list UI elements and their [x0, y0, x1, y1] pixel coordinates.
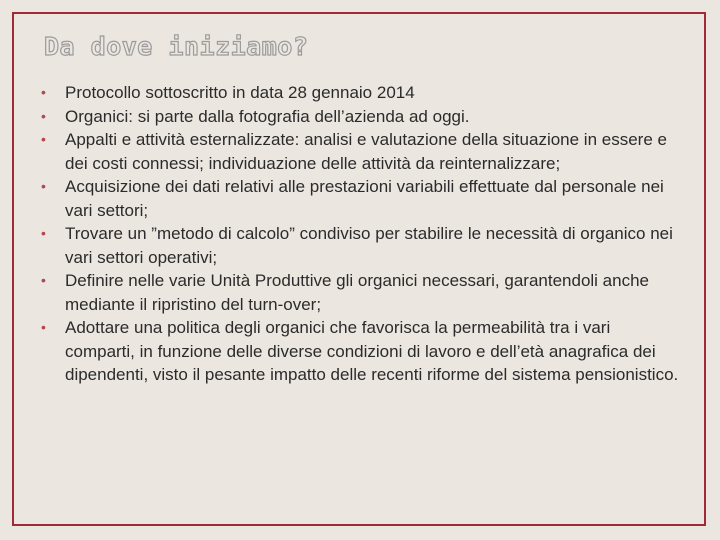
list-item: [41, 105, 681, 129]
list-item-text: Acquisizione dei dati relativi alle prestazioni variabili effettuate dal personale nei vari settori;: [65, 177, 664, 220]
slide-title: Da dove iniziamo?: [44, 32, 309, 61]
list-item-text: Adottare una politica degli organici che favorisca la permeabilità tra i vari comparti, in funzione delle diverse condizioni di lavoro e dell’età anagrafica dei dipendenti, visto il pesante impatto delle recenti riforme del sistema pensionistico.: [65, 318, 679, 384]
list-item-text: Trovare un ”metodo di calcolo” condiviso per stabilire le necessità di organico nei vari settori operativi;: [65, 224, 673, 267]
list-item: [41, 222, 681, 269]
bullet-icon: •: [41, 272, 46, 288]
list-item: [41, 128, 681, 175]
list-item-text: Organici: si parte dalla fotografia dell’azienda ad oggi.: [65, 106, 470, 126]
list-item-text: Appalti e attività esternalizzate: analisi e valutazione della situazione in essere e dei costi connessi; individuazione delle attività da reinternalizzare;: [65, 130, 667, 173]
bullet-icon: •: [41, 178, 46, 194]
bullet-icon: •: [41, 107, 46, 124]
bullet-list: [41, 81, 681, 387]
bullet-icon: •: [41, 131, 46, 147]
bullet-icon: •: [41, 84, 46, 100]
list-item: [41, 175, 681, 222]
list-item-text: Protocollo sottoscritto in data 28 gennaio 2014: [65, 83, 415, 102]
list-item-text: Definire nelle varie Unità Produttive gli organici necessari, garantendoli anche mediante il ripristino del turn-over;: [65, 271, 649, 314]
list-item: [41, 269, 681, 316]
bullet-icon: •: [41, 225, 46, 241]
bullet-icon: •: [41, 319, 46, 335]
list-item: [41, 81, 681, 105]
list-item: [41, 316, 681, 387]
